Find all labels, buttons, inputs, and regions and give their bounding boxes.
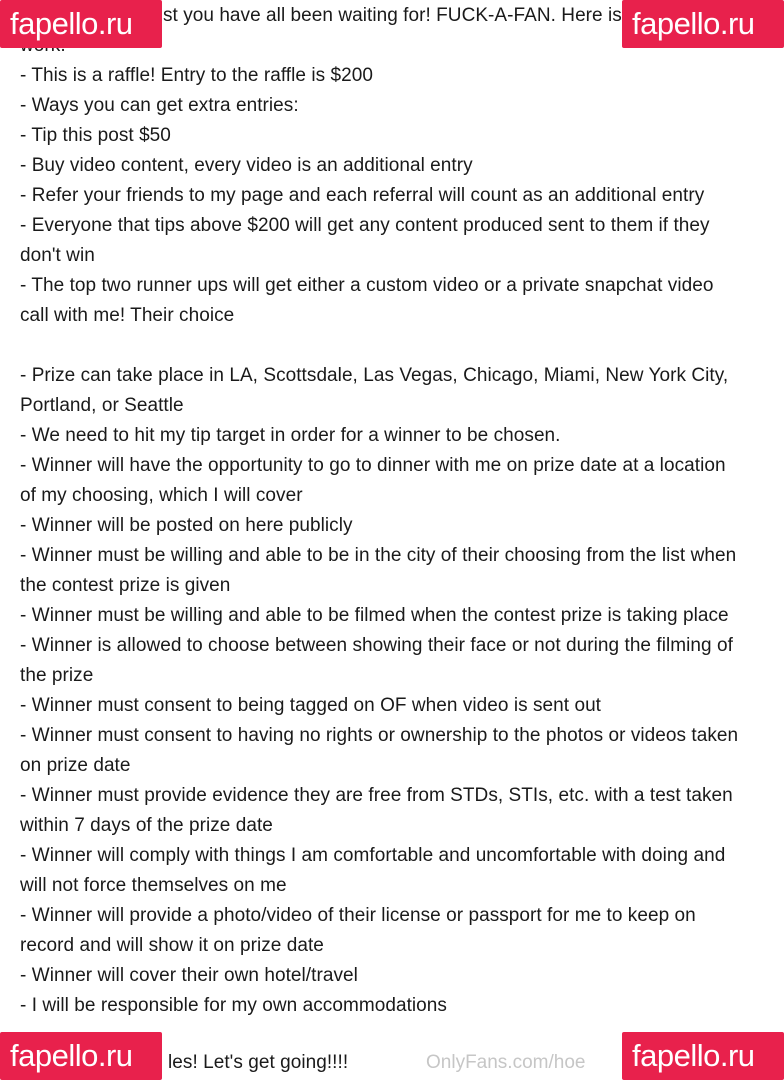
post-line: st you have all been waiting for! FUCK-A-FAN. Here is [163,5,622,26]
post-line: - Winner must be willing and able to be in the city of their choosing from the list when [20,545,737,566]
post-line: - Refer your friends to my page and each referral will count as an additional entry [20,185,705,206]
post-line: - We need to hit my tip target in order for a winner to be chosen. [20,425,561,446]
post-line: les! Let's get going!!!! [168,1052,349,1073]
post-line: within 7 days of the prize date [20,815,273,836]
post-line: - Everyone that tips above $200 will get any content produced sent to them if they [20,215,710,236]
post-line: - Winner will comply with things I am comfortable and uncomfortable with doing and [20,845,726,866]
post-line: don't win [20,245,95,266]
watermark-bottom-right: fapello.ru [622,1032,784,1080]
post-line: - I will be responsible for my own accommodations [20,995,447,1016]
post-line: - Prize can take place in LA, Scottsdale, Las Vegas, Chicago, Miami, New York City, [20,365,729,386]
post-line: on prize date [20,755,131,776]
post-line: - Winner will be posted on here publicly [20,515,353,536]
post-line: record and will show it on prize date [20,935,324,956]
post-line: - Winner is allowed to choose between showing their face or not during the filming of [20,635,733,656]
post-line: - The top two runner ups will get either a custom video or a private snapchat video [20,275,714,296]
post-line: - Winner will cover their own hotel/travel [20,965,358,986]
watermark-bottom-left: fapello.ru [0,1032,162,1080]
post-line: - Tip this post $50 [20,125,171,146]
post-line: - Buy video content, every video is an additional entry [20,155,473,176]
post-line: Portland, or Seattle [20,395,184,416]
post-line: will not force themselves on me [20,875,287,896]
post-line: - Winner must consent to having no rights or ownership to the photos or videos taken [20,725,739,746]
post-line: - Winner must consent to being tagged on OF when video is sent out [20,695,602,716]
post-line: of my choosing, which I will cover [20,485,303,506]
source-watermark: OnlyFans.com/hoe [426,1052,586,1073]
post-line: - Winner will have the opportunity to go to dinner with me on prize date at a location [20,455,726,476]
watermark-top-left: fapello.ru [0,0,162,48]
post-line: - Winner must be willing and able to be filmed when the contest prize is taking place [20,605,729,626]
post-line: the prize [20,665,94,686]
post-line: - Winner must provide evidence they are free from STDs, STIs, etc. with a test taken [20,785,733,806]
watermark-top-right: fapello.ru [622,0,784,48]
post-line: call with me! Their choice [20,305,235,326]
post-line: - Winner will provide a photo/video of their license or passport for me to keep on [20,905,696,926]
post-line: - Ways you can get extra entries: [20,95,299,116]
post-line: - This is a raffle! Entry to the raffle is $200 [20,65,373,86]
post-line: the contest prize is given [20,575,231,596]
